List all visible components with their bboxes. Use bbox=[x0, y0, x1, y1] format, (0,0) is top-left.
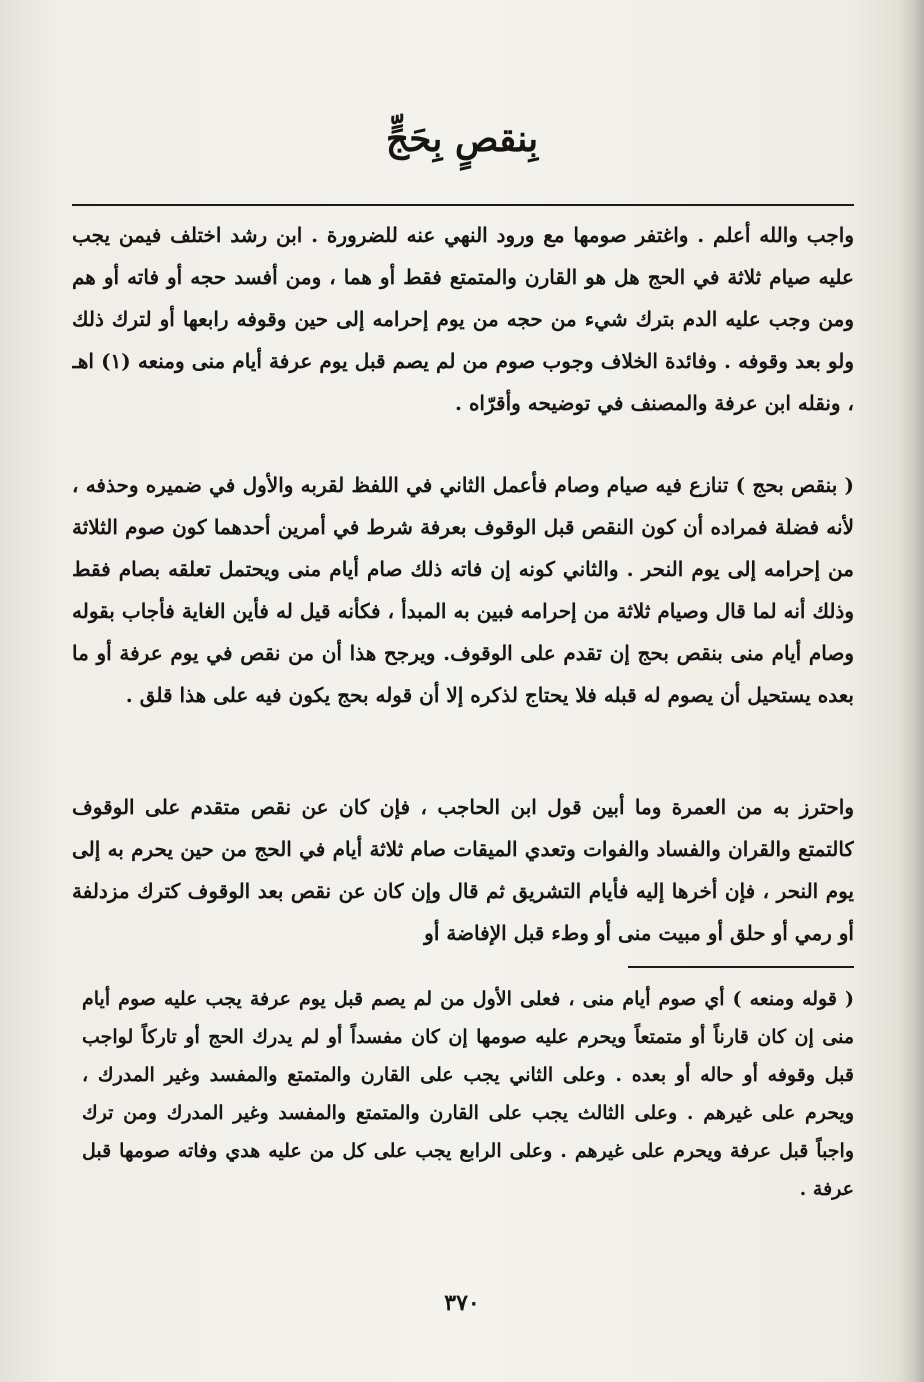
running-header-title: بِنقصٍ بِحَجٍّ bbox=[385, 118, 539, 160]
footnote: ( قوله ومنعه ) أي صوم أيام منى ، فعلى الأول من لم يصم قبل يوم عرفة يجب عليه صوم أيام منى إن كان قارناً أو متمتعاً ويحرم عليه صومها إن كان مفسداً أو لم يدرك الحج أو تاركاً لواجب قبل وقوفه أو حاله أو بعده . وعلى الثاني يجب على القارن والمتمتع والمفسد وغير المدرك ، ويحرم على غيرهم . وعلى الثالث يجب على القارن والمتمتع والمفسد وغير المدرك ومن ترك واجباً قبل عرفة ويحرم على غيرهم . وعلى الرابع يجب على كل من عليه هدي وفاته صومها قبل عرفة . bbox=[82, 988, 854, 1200]
page-number: ٣٧٠ bbox=[444, 1290, 480, 1316]
header-rule bbox=[72, 204, 854, 206]
main-text bbox=[72, 214, 854, 976]
paragraph-1: واجب والله أعلم . واغتفر صومها مع ورود النهي عنه للضرورة . ابن رشد اختلف فيمن يجب عليه صيام ثلاثة في الحج هل هو القارن والمتمتع فقط أو هما ، ومن أفسد حجه أو فاته أو هم ومن وجب عليه الدم بترك شيء من حجه من يوم إحرامه إلى حين وقوفه رابعها أو لترك ذلك ولو بعد وقوفه . وفائدة الخلاف وجوب صوم من لم يصم قبل يوم عرفة أيام منى ومنعه (١) اهـ ، ونقله ابن عرفة والمصنف في توضيحه وأقرّاه . bbox=[72, 223, 854, 415]
paragraph-3: واحترز به من العمرة وما أبين قول ابن الحاجب ، فإن كان عن نقص متقدم على الوقوف كالتمتع والقران والفساد والفوات وتعدي الميقات صام ثلاثة أيام في الحج من حين يحرم به إلى يوم النحر ، فإن أخرها إليه فأيام التشريق ثم قال وإن كان عن نقص بعد الوقوف كترك مزدلفة أو رمي أو حلق أو مبيت منى أو وطء قبل الإفاضة أو bbox=[72, 795, 854, 945]
page-edge-shadow bbox=[900, 0, 924, 1382]
paragraph-2: ( بنقص بحج ) تنازع فيه صيام وصام فأعمل الثاني في اللفظ لقربه والأول في ضميره وحذفه ، لأنه فضلة فمراده أن كون النقص قبل الوقوف بعرفة شرط في أمرين أحدهما كون صوم الثلاثة من إحرامه إلى يوم النحر . والثاني كونه إن فاته ذلك صام أيام منى ويحتمل تعلقه بصام فقط وذلك أنه لما قال وصيام ثلاثة من إحرامه فبين به المبدأ ، فكأنه قيل له فأين الغاية فأجاب بقوله وصام أيام منى بنقص بحج إن تقدم على الوقوف. ويرجح هذا أن من نقص في يوم عرفة أو ما بعده يستحيل أن يصوم له قبله فلا يحتاج لذكره إلا أن قوله بحج يكون فيه على هذا قلق . bbox=[72, 473, 854, 707]
footnote-rule bbox=[628, 966, 854, 968]
